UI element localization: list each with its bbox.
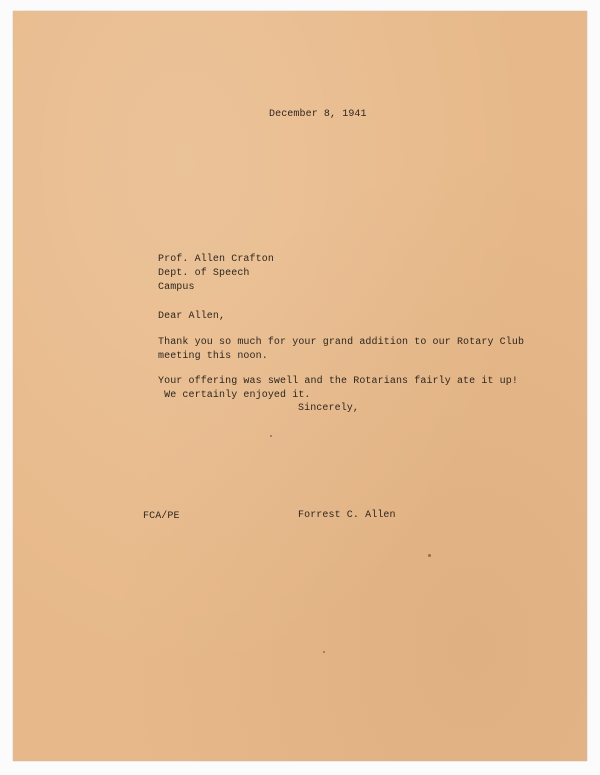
closing: Sincerely, bbox=[298, 403, 360, 414]
reference-initials: FCA/PE bbox=[143, 511, 180, 522]
recipient-location: Campus bbox=[158, 282, 195, 293]
body-line: meeting this noon. bbox=[158, 351, 268, 362]
recipient-department: Dept. of Speech bbox=[158, 268, 250, 279]
body-line: Thank you so much for your grand addition to our Rotary Club bbox=[158, 337, 525, 348]
body-line: We certainly enjoyed it. bbox=[158, 390, 311, 401]
paper-speck bbox=[323, 651, 325, 653]
paper-speck bbox=[428, 554, 431, 557]
paper-speck bbox=[270, 435, 272, 437]
body-line: Your offering was swell and the Rotarians fairly ate it up! bbox=[158, 376, 518, 387]
signature-name: Forrest C. Allen bbox=[298, 510, 396, 521]
salutation: Dear Allen, bbox=[158, 311, 226, 322]
letter-date: December 8, 1941 bbox=[269, 109, 367, 120]
letter-paper bbox=[13, 11, 587, 761]
recipient-name: Prof. Allen Crafton bbox=[158, 254, 274, 265]
